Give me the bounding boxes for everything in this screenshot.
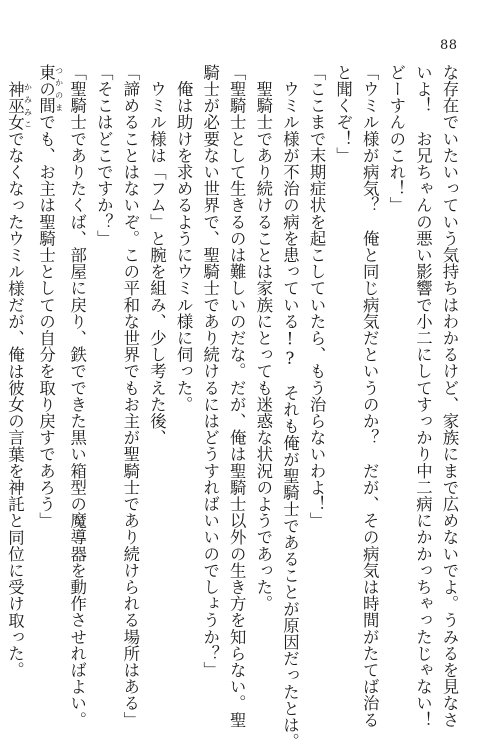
- text-line: 「聖騎士でありたくば、部屋に戻り、鉄でできた黒い箱型の魔導器を動作させればよい。: [67, 64, 87, 728]
- text-line: と聞くぞ！」: [333, 64, 353, 164]
- text-line: な存在でいたいっていう気持ちはわかるけど、家族にまで広めないでよ。うみるを見なさ: [440, 64, 459, 728]
- text-line: 神巫女 かみみこでなくなったウミル様だが、俺は彼女の言葉を神託と同位に受け取った。: [5, 80, 33, 679]
- text-line: 騎士が必要ない世界で、聖騎士であり続けるにはどうすればいいのでしょうか？」: [200, 64, 220, 679]
- text-line: 「諦めることはないぞ。この平和な世界でもお主が聖騎士であり続けられる場所はある」: [120, 64, 140, 728]
- text-line: 俺は助けを求めるようにウミル様に伺った。: [174, 64, 194, 413]
- furigana-reading: つかのま: [54, 64, 64, 114]
- text-line: 「そこはどこですか？」: [94, 64, 114, 247]
- text-line: 東の間 つかのまでも、お主は聖騎士としての自分を取り戻すであろう」: [36, 64, 64, 529]
- text-line: ウミル様は「フム」と腕を組み、少し考えた後、: [147, 64, 167, 446]
- text-line: ウミル様が不治の病を患っている!? それも俺が聖騎士であることが原因だったとは。: [280, 64, 300, 750]
- text-line: [0, 64, 1, 676]
- text-line: いよ！ お兄ちゃんの悪い影響で小二にしてすっかり中二病にかかっちゃったじゃない！: [413, 64, 433, 728]
- furigana-reading: かみみこ: [23, 80, 33, 131]
- text-line: 「ウミル様が病気？ 俺と同じ病気だというのか？ だが、その病気は時間がたてば治る: [360, 64, 380, 728]
- vertical-text-body: [0, 64, 462, 750]
- furigana-word: 神巫女 かみみこ: [5, 80, 33, 131]
- text-line: どーすんのこれ！」: [386, 64, 406, 214]
- text-line: 「ここまで末期症状を起こしていたら、もう治らないわよ！」: [307, 64, 327, 529]
- text-line: 「聖騎士として生きるのは難しいのだな。だが、俺は聖騎士以外の生き方を知らない。聖: [227, 64, 247, 728]
- furigana-word: 東の間 つかのま: [36, 64, 64, 114]
- text-line: 聖騎士であり続けることは家族にとっても迷惑な状況のようであった。: [253, 64, 273, 612]
- page-number: 88: [440, 38, 458, 53]
